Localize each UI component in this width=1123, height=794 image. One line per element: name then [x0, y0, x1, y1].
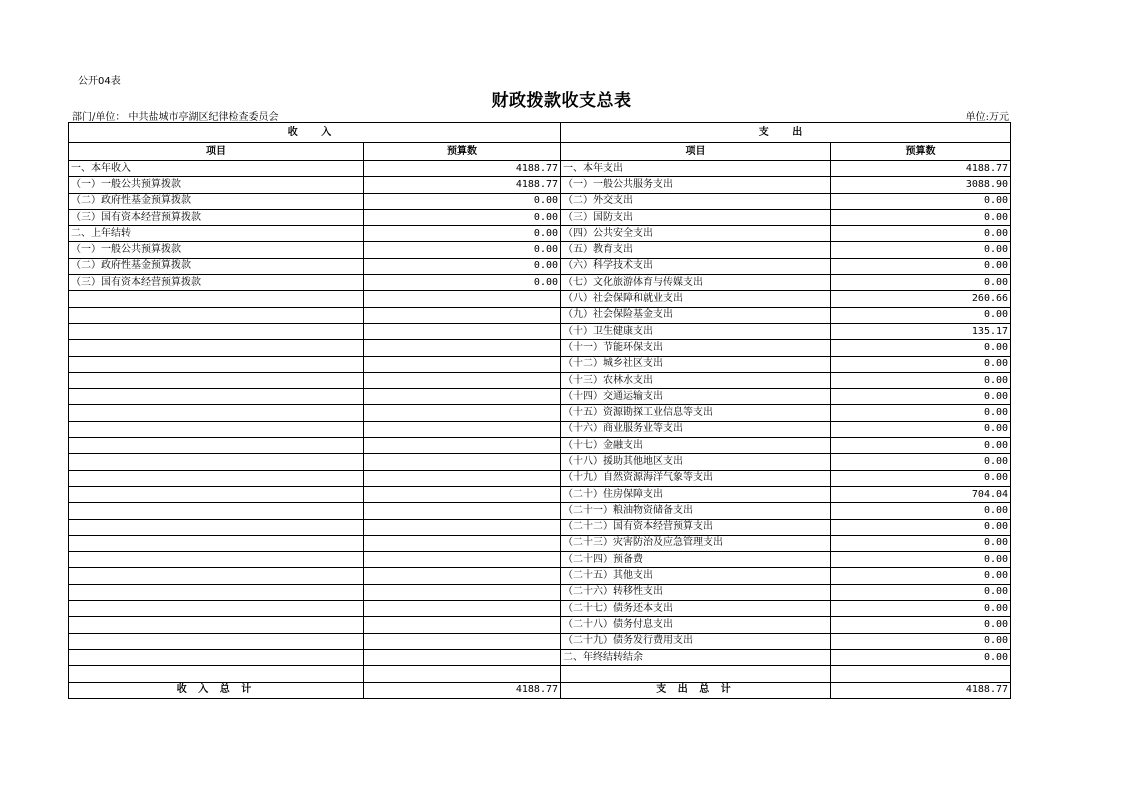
income-budget-header: 预算数 [364, 143, 561, 161]
expense-item-cell [561, 666, 831, 682]
income-budget-cell [364, 323, 561, 339]
table-row [69, 454, 1011, 470]
expense-item-cell: （二十八）债务付息支出 [561, 617, 831, 633]
table-row [69, 340, 1011, 356]
income-budget-cell [364, 503, 561, 519]
income-item-cell [69, 601, 364, 617]
income-item-cell [69, 486, 364, 502]
expense-item-cell: （十一）节能环保支出 [561, 340, 831, 356]
income-item-cell [69, 633, 364, 649]
expense-item-cell: （二十六）转移性支出 [561, 584, 831, 600]
budget-table [68, 122, 1011, 699]
expense-item-cell: （一）一般公共服务支出 [561, 177, 831, 193]
expense-item-header: 项目 [561, 143, 831, 161]
income-budget-cell: 4188.77 [364, 161, 561, 177]
income-budget-cell: 0.00 [364, 275, 561, 291]
expense-budget-cell: 0.00 [831, 193, 1011, 209]
table-row [69, 503, 1011, 519]
income-item-header: 项目 [69, 143, 364, 161]
income-budget-cell [364, 340, 561, 356]
expense-budget-header: 预算数 [831, 143, 1011, 161]
expense-budget-cell: 0.00 [831, 258, 1011, 274]
income-item-cell [69, 307, 364, 323]
expense-item-cell: （二十九）债务发行费用支出 [561, 633, 831, 649]
expense-budget-cell: 0.00 [831, 438, 1011, 454]
expense-item-cell: （二十四）预备费 [561, 552, 831, 568]
total-row [69, 682, 1011, 698]
table-row [69, 323, 1011, 339]
income-item-cell [69, 405, 364, 421]
expense-item-cell: （八）社会保障和就业支出 [561, 291, 831, 307]
income-item-cell [69, 356, 364, 372]
income-budget-cell [364, 666, 561, 682]
expense-budget-cell: 135.17 [831, 323, 1011, 339]
column-header-row [69, 143, 1011, 161]
income-item-cell [69, 323, 364, 339]
expense-item-cell: （十二）城乡社区支出 [561, 356, 831, 372]
income-item-cell [69, 421, 364, 437]
expense-budget-cell: 260.66 [831, 291, 1011, 307]
expense-item-cell: （十八）援助其他地区支出 [561, 454, 831, 470]
income-budget-cell [364, 454, 561, 470]
income-budget-cell [364, 372, 561, 388]
table-row [69, 177, 1011, 193]
table-row [69, 584, 1011, 600]
expense-item-cell: （十四）交通运输支出 [561, 389, 831, 405]
income-item-cell: （三）国有资本经营预算拨款 [69, 275, 364, 291]
expense-budget-cell: 0.00 [831, 356, 1011, 372]
expense-budget-cell: 0.00 [831, 649, 1011, 665]
section-header-row [69, 123, 1011, 143]
expense-item-cell: （十七）金融支出 [561, 438, 831, 454]
expense-budget-cell: 0.00 [831, 421, 1011, 437]
expense-item-cell: （六）科学技术支出 [561, 258, 831, 274]
income-item-cell [69, 503, 364, 519]
table-row [69, 372, 1011, 388]
expense-budget-cell: 0.00 [831, 470, 1011, 486]
income-item-cell [69, 470, 364, 486]
table-row [69, 617, 1011, 633]
income-item-cell [69, 438, 364, 454]
income-budget-cell [364, 535, 561, 551]
expense-item-cell: （七）文化旅游体育与传媒支出 [561, 275, 831, 291]
expense-item-cell: （二十三）灾害防治及应急管理支出 [561, 535, 831, 551]
page-title: 财政拨款收支总表 [491, 91, 632, 111]
expense-budget-cell: 0.00 [831, 584, 1011, 600]
expense-budget-cell: 0.00 [831, 405, 1011, 421]
table-row [69, 356, 1011, 372]
income-item-cell [69, 666, 364, 682]
expense-budget-cell: 0.00 [831, 389, 1011, 405]
form-code: 公开04表 [78, 76, 121, 87]
table-row [69, 242, 1011, 258]
expense-item-cell: （四）公共安全支出 [561, 226, 831, 242]
income-item-cell: （二）政府性基金预算拨款 [69, 193, 364, 209]
income-total-label: 收 入 总 计 [69, 682, 364, 698]
expense-budget-cell: 0.00 [831, 242, 1011, 258]
income-budget-cell: 0.00 [364, 193, 561, 209]
income-item-cell [69, 389, 364, 405]
income-item-cell [69, 519, 364, 535]
expense-budget-cell: 0.00 [831, 372, 1011, 388]
table-row [69, 568, 1011, 584]
table-row [69, 666, 1011, 682]
table-row [69, 193, 1011, 209]
table-row [69, 486, 1011, 502]
income-item-cell [69, 568, 364, 584]
income-item-cell: （三）国有资本经营预算拨款 [69, 209, 364, 225]
expense-budget-cell: 0.00 [831, 535, 1011, 551]
income-budget-cell [364, 486, 561, 502]
expense-item-cell: （三）国防支出 [561, 209, 831, 225]
expense-item-cell: （二十）住房保障支出 [561, 486, 831, 502]
expense-section-header: 支 出 [561, 123, 1011, 143]
expense-item-cell: （二十七）债务还本支出 [561, 601, 831, 617]
income-budget-cell: 0.00 [364, 258, 561, 274]
income-budget-cell [364, 601, 561, 617]
expense-item-cell: 一、本年支出 [561, 161, 831, 177]
table-row [69, 470, 1011, 486]
expense-item-cell: 二、年终结转结余 [561, 649, 831, 665]
income-budget-cell: 4188.77 [364, 177, 561, 193]
expense-item-cell: （十九）自然资源海洋气象等支出 [561, 470, 831, 486]
income-budget-cell [364, 405, 561, 421]
expense-budget-cell: 0.00 [831, 226, 1011, 242]
expense-budget-cell: 0.00 [831, 617, 1011, 633]
income-budget-cell [364, 470, 561, 486]
table-row [69, 438, 1011, 454]
expense-budget-cell: 3088.90 [831, 177, 1011, 193]
department-label: 部门/单位： 中共盐城市亭湖区纪律检查委员会 [72, 112, 279, 123]
income-budget-cell [364, 617, 561, 633]
table-row [69, 275, 1011, 291]
table-row [69, 209, 1011, 225]
income-budget-cell: 0.00 [364, 226, 561, 242]
income-item-cell [69, 617, 364, 633]
expense-item-cell: （五）教育支出 [561, 242, 831, 258]
income-budget-cell [364, 291, 561, 307]
expense-budget-cell: 0.00 [831, 340, 1011, 356]
expense-budget-cell: 0.00 [831, 568, 1011, 584]
table-row [69, 535, 1011, 551]
income-item-cell [69, 372, 364, 388]
expense-budget-cell: 704.04 [831, 486, 1011, 502]
table-row [69, 258, 1011, 274]
income-item-cell [69, 552, 364, 568]
income-budget-cell: 0.00 [364, 209, 561, 225]
expense-budget-cell: 0.00 [831, 454, 1011, 470]
expense-budget-cell: 0.00 [831, 519, 1011, 535]
table-row [69, 552, 1011, 568]
expense-budget-cell: 0.00 [831, 552, 1011, 568]
income-total-value: 4188.77 [364, 682, 561, 698]
income-budget-cell [364, 356, 561, 372]
table-row [69, 421, 1011, 437]
expense-item-cell: （二十一）粮油物资储备支出 [561, 503, 831, 519]
income-item-cell [69, 584, 364, 600]
income-item-cell: 二、上年结转 [69, 226, 364, 242]
income-item-cell: （一）一般公共预算拨款 [69, 242, 364, 258]
expense-budget-cell: 0.00 [831, 503, 1011, 519]
table-row [69, 389, 1011, 405]
income-budget-cell [364, 519, 561, 535]
expense-budget-cell: 4188.77 [831, 161, 1011, 177]
income-section-header: 收 入 [69, 123, 561, 143]
expense-budget-cell: 0.00 [831, 601, 1011, 617]
income-budget-cell [364, 584, 561, 600]
expense-item-cell: （十五）资源勘探工业信息等支出 [561, 405, 831, 421]
table-row [69, 519, 1011, 535]
expense-item-cell: （十六）商业服务业等支出 [561, 421, 831, 437]
table-row [69, 161, 1011, 177]
expense-budget-cell: 0.00 [831, 275, 1011, 291]
expense-item-cell: （九）社会保险基金支出 [561, 307, 831, 323]
income-budget-cell [364, 568, 561, 584]
expense-budget-cell: 0.00 [831, 633, 1011, 649]
income-item-cell [69, 649, 364, 665]
income-budget-cell [364, 307, 561, 323]
table-row [69, 291, 1011, 307]
income-item-cell: 一、本年收入 [69, 161, 364, 177]
table-row [69, 601, 1011, 617]
income-item-cell [69, 454, 364, 470]
expense-budget-cell: 0.00 [831, 307, 1011, 323]
table-row [69, 307, 1011, 323]
expense-item-cell: （二）外交支出 [561, 193, 831, 209]
unit-label: 单位:万元 [965, 112, 1009, 123]
income-item-cell [69, 340, 364, 356]
table-row [69, 633, 1011, 649]
income-budget-cell [364, 649, 561, 665]
income-item-cell [69, 291, 364, 307]
income-budget-cell [364, 389, 561, 405]
income-budget-cell [364, 438, 561, 454]
income-item-cell [69, 535, 364, 551]
expense-total-value: 4188.77 [831, 682, 1011, 698]
expense-item-cell: （十三）农林水支出 [561, 372, 831, 388]
income-budget-cell [364, 552, 561, 568]
income-item-cell: （一）一般公共预算拨款 [69, 177, 364, 193]
table-row [69, 649, 1011, 665]
table-row [69, 226, 1011, 242]
expense-budget-cell: 0.00 [831, 209, 1011, 225]
expense-item-cell: （二十二）国有资本经营预算支出 [561, 519, 831, 535]
table-row [69, 405, 1011, 421]
income-budget-cell [364, 421, 561, 437]
income-budget-cell [364, 633, 561, 649]
expense-total-label: 支 出 总 计 [561, 682, 831, 698]
expense-item-cell: （二十五）其他支出 [561, 568, 831, 584]
income-budget-cell: 0.00 [364, 242, 561, 258]
expense-budget-cell [831, 666, 1011, 682]
income-item-cell: （二）政府性基金预算拨款 [69, 258, 364, 274]
expense-item-cell: （十）卫生健康支出 [561, 323, 831, 339]
